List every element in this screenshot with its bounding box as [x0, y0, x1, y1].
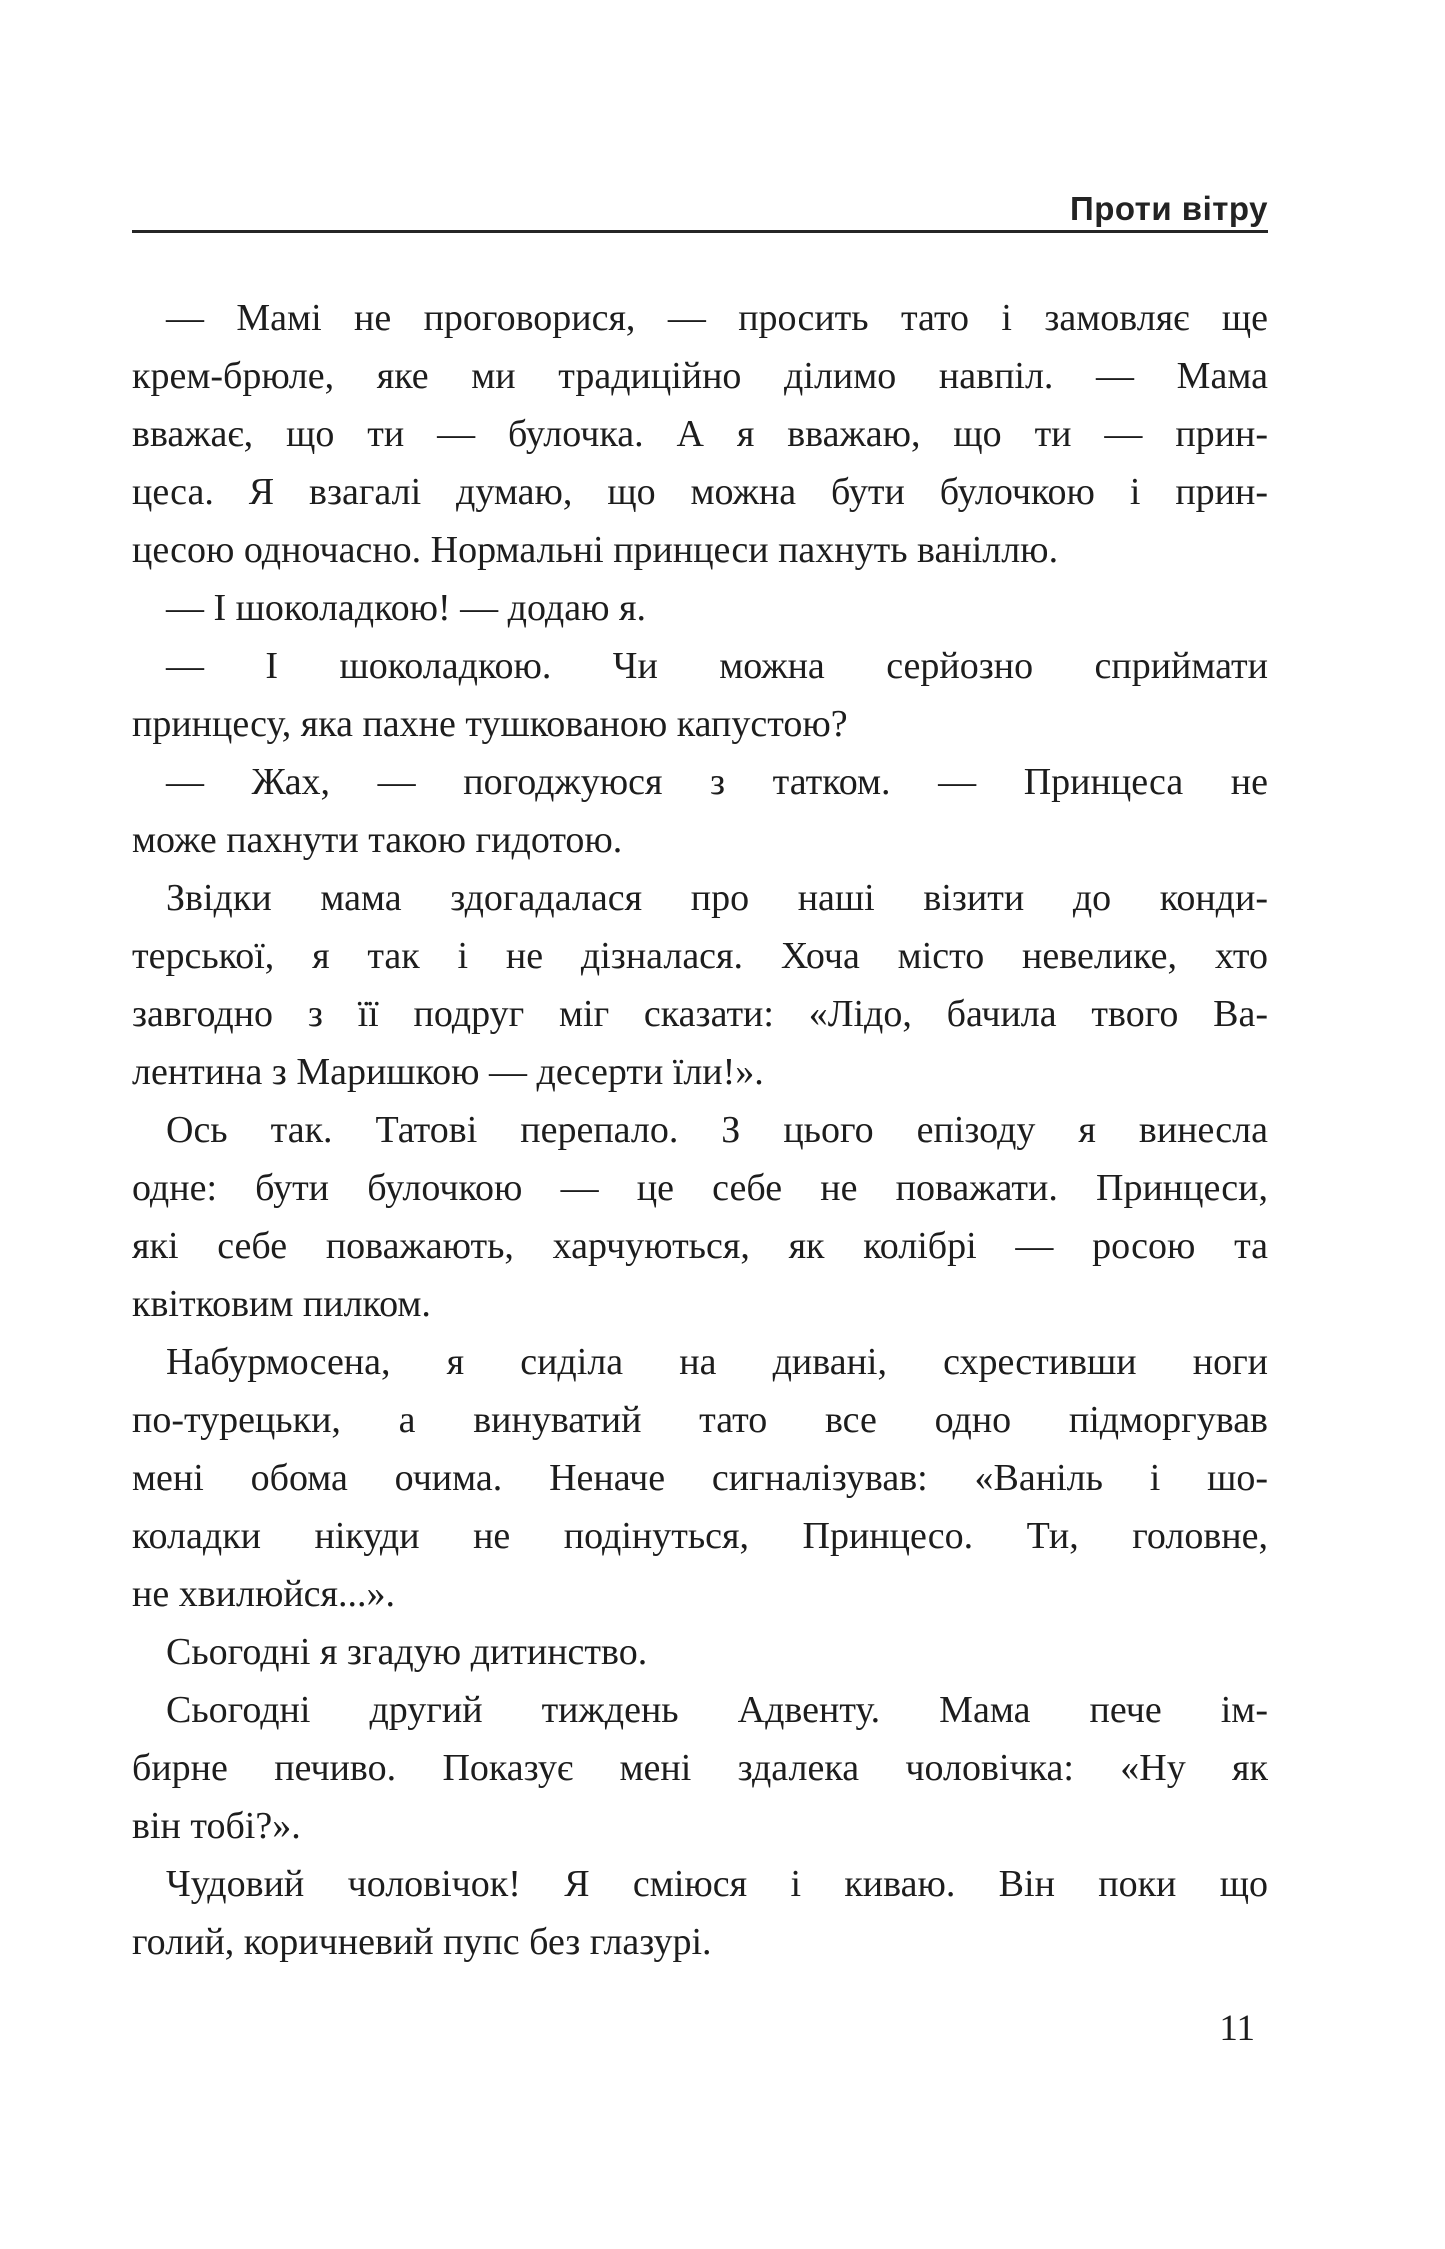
paragraph: [132, 1623, 1268, 1681]
paragraph: [132, 1855, 1268, 1971]
text-line: Сьогодні я згадую дитинство.: [166, 1631, 648, 1673]
running-header-title: Проти вітру: [1069, 190, 1268, 227]
text-line: Ось так. Татові перепало. З цього епізоду я винесла: [166, 1109, 1268, 1151]
text-line: вважає, що ти — булочка. А я вважаю, що ти — прин-: [132, 413, 1268, 455]
text-line: — І шоколадкою! — додаю я.: [166, 587, 646, 629]
text-line: Набурмосена, я сиділа на дивані, схрестивши ноги: [166, 1341, 1268, 1383]
text-line: квітковим пилком.: [132, 1283, 431, 1325]
paragraph: [132, 869, 1268, 1101]
text-line: Чудовий чоловічок! Я сміюся і киваю. Він поки що: [166, 1863, 1268, 1905]
paragraph: [132, 579, 1268, 637]
paragraph: [132, 637, 1268, 753]
text-line: цесою одночасно. Нормальні принцеси пахнуть ваніллю.: [132, 529, 1059, 571]
page-number: 11: [1219, 2008, 1255, 2049]
paragraph: [132, 1681, 1268, 1855]
text-line: може пахнути такою гидотою.: [132, 819, 623, 861]
text-line: лентина з Маришкою — десерти їли!».: [132, 1051, 764, 1093]
text-line: цеса. Я взагалі думаю, що можна бути булочкою і прин-: [132, 471, 1268, 513]
text-line: коладки нікуди не подінуться, Принцесо. Ти, головне,: [132, 1515, 1268, 1557]
text-line: мені обома очима. Неначе сигналізував: «Ваніль і шо-: [132, 1457, 1268, 1499]
text-line: він тобі?».: [132, 1805, 301, 1847]
text-line: Звідки мама здогадалася про наші візити до конди-: [166, 877, 1268, 919]
text-line: бирне печиво. Показує мені здалека чоловічка: «Ну як: [132, 1747, 1268, 1789]
text-line: крем-брюле, яке ми традиційно ділимо навпіл. — Мама: [132, 355, 1268, 397]
text-line: терської, я так і не дізналася. Хоча місто невелике, хто: [132, 935, 1268, 977]
text-line: — Жах, — погоджуюся з татком. — Принцеса не: [166, 761, 1268, 803]
text-line: принцесу, яка пахне тушкованою капустою?: [132, 703, 848, 745]
text-line: по-турецьки, а винуватий тато все одно підморгував: [132, 1399, 1268, 1441]
text-line: Сьогодні другий тиждень Адвенту. Мама пече ім-: [166, 1689, 1268, 1731]
paragraph: [132, 289, 1268, 579]
text-line: — Мамі не проговорися, — просить тато і замовляє ще: [166, 297, 1268, 339]
body-text: [132, 289, 1268, 1971]
text-line: не хвилюйся...».: [132, 1573, 396, 1615]
paragraph: [132, 1333, 1268, 1623]
text-line: голий, коричневий пупс без глазурі.: [132, 1921, 712, 1963]
text-line: які себе поважають, харчуються, як колібрі — росою та: [132, 1225, 1268, 1267]
text-line: одне: бути булочкою — це себе не поважати. Принцеси,: [132, 1167, 1268, 1209]
text-line: завгодно з її подруг міг сказати: «Лідо, бачила твого Ва-: [132, 993, 1268, 1035]
paragraph: [132, 1101, 1268, 1333]
header-rule: [132, 230, 1268, 233]
paragraph: [132, 753, 1268, 869]
text-line: — І шоколадкою. Чи можна серйозно сприймати: [166, 645, 1268, 687]
